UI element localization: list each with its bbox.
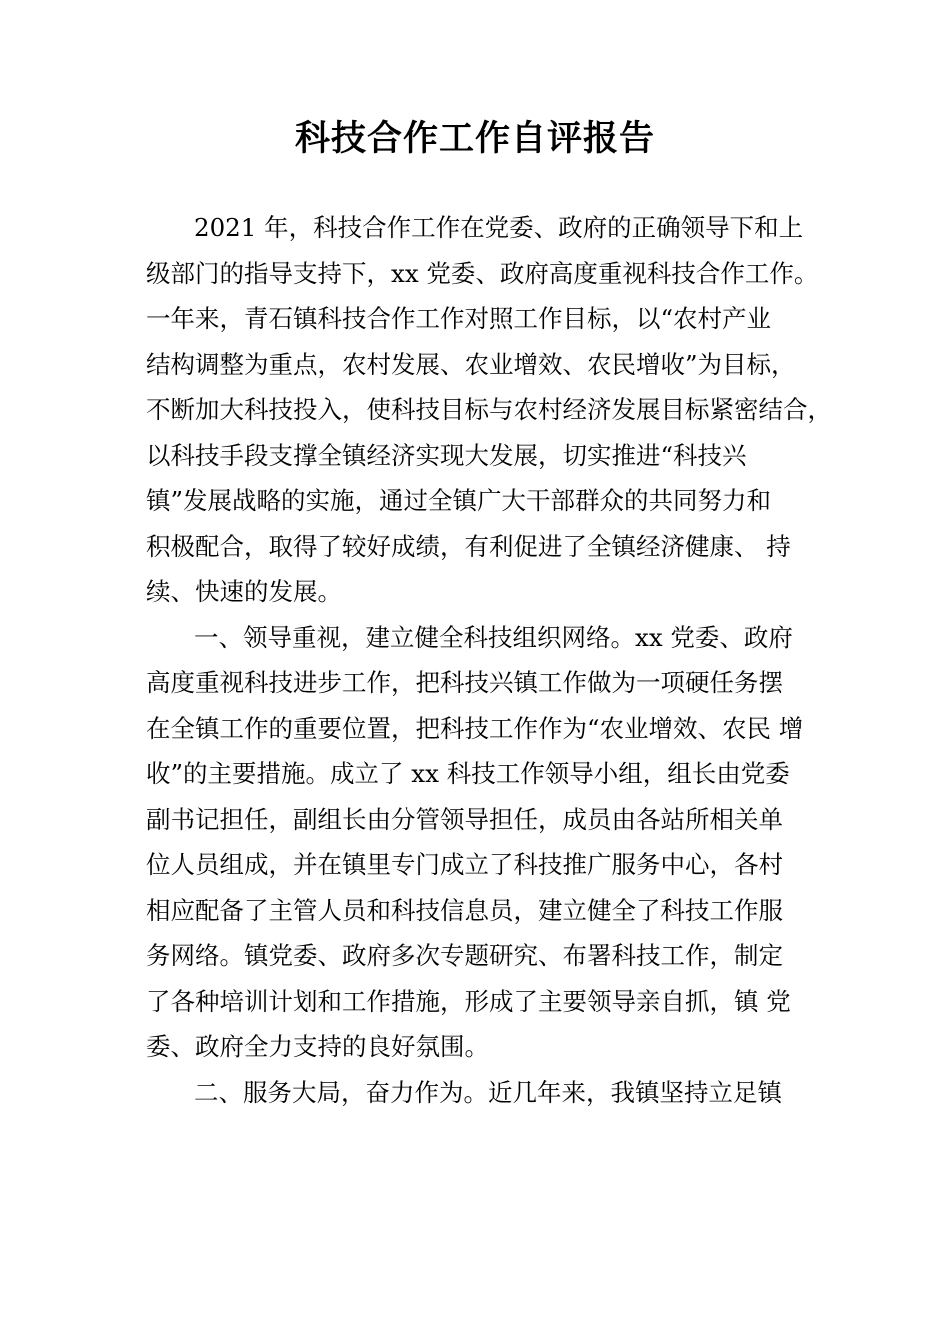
text-line: 副书记担任，副组长由分管领导担任，成员由各站所相关单 xyxy=(146,804,783,834)
text-line: 二、服务大局，奋力作为。近几年来，我镇坚持立足镇 xyxy=(194,1077,782,1107)
text-line: 2021 年，科技合作工作在党委、政府的正确领导下和上 xyxy=(194,213,804,242)
text-line: 续、快速的发展。 xyxy=(146,577,342,606)
text-line: 一年来，青石镇科技合作工作对照工作目标，以“农村产业 xyxy=(146,304,772,333)
text-line: 收”的主要措施。成立了 xx 科技工作领导小组，组长由党委 xyxy=(146,759,790,788)
text-line: 积极配合，取得了较好成绩，有利促进了全镇经济健康、 持 xyxy=(146,531,791,561)
text-line: 在全镇工作的重要位置，把科技工作作为“农业增效、农民 增 xyxy=(146,713,804,743)
text-line: 了各种培训计划和工作措施，形成了主要领导亲自抓，镇 党 xyxy=(146,986,791,1016)
text-line: 结构调整为重点，农村发展、农业增效、农民增收”为目标， xyxy=(146,349,796,379)
text-line: 级部门的指导支持下，xx 党委、政府高度重视科技合作工作。 xyxy=(146,258,819,288)
text-line: 位人员组成，并在镇里专门成立了科技推广服务中心，各村 xyxy=(146,850,783,879)
text-line: 一、领导重视，建立健全科技组织网络。xx 党委、政府 xyxy=(194,622,793,652)
text-line: 镇”发展战略的实施，通过全镇广大干部群众的共同努力和 xyxy=(146,486,772,515)
text-line: 不断加大科技投入，使科技目标与农村经济发展目标紧密结合， xyxy=(146,395,832,424)
text-line: 务网络。镇党委、政府多次专题研究、布署科技工作，制定 xyxy=(146,941,783,970)
text-line: 高度重视科技进步工作，把科技兴镇工作做为一项硬任务摆 xyxy=(146,668,783,697)
document-body xyxy=(146,205,832,1115)
document-title: 科技合作工作自评报告 xyxy=(294,118,655,159)
text-line: 相应配备了主管人员和科技信息员，建立健全了科技工作服 xyxy=(146,895,783,925)
text-line: 委、政府全力支持的良好氛围。 xyxy=(146,1032,489,1061)
text-line: 以科技手段支撑全镇经济实现大发展，切实推进“科技兴 xyxy=(146,440,747,470)
